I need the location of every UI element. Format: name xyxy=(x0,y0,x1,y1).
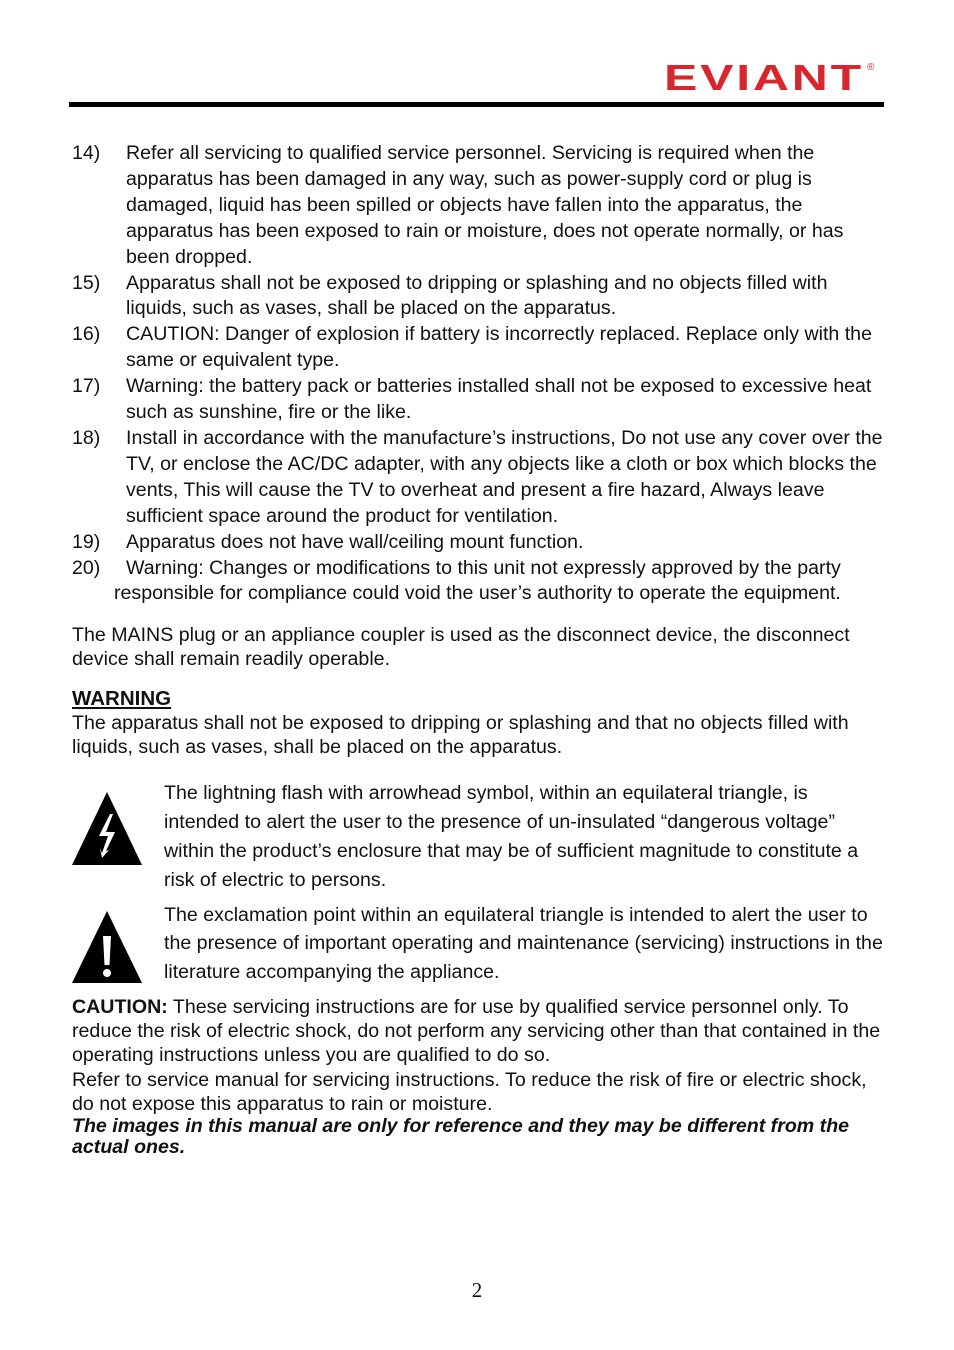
brand-name: EVIANT xyxy=(664,60,864,96)
exclamation-triangle-icon xyxy=(72,911,142,983)
item-text: Apparatus shall not be exposed to dripping or splashing and no objects filled with liquids, such as vases, shall be placed on the apparatus. xyxy=(126,271,828,320)
item-text: Warning: the battery pack or batteries installed shall not be exposed to excessive heat such as sunshine, fire or the like. xyxy=(126,375,872,424)
registered-mark: ® xyxy=(867,62,875,73)
item-number: 15) xyxy=(72,271,101,294)
caution-block xyxy=(72,995,884,1116)
item-text: Refer all servicing to qualified service personnel. Servicing is required when the apparatus has been damaged in any way, such as power-supply cord or plug is damaged, liquid has been spilled or objects have fallen into the apparatus, the apparatus has been exposed to rain or moisture, does not operate normally, or has been dropped. xyxy=(126,142,844,268)
item-number: 20) xyxy=(72,556,101,579)
item-text-line2: responsible for compliance could void the user’s authority to operate the equipment. xyxy=(114,582,841,605)
item-number: 14) xyxy=(72,142,101,164)
header-rule xyxy=(69,102,884,107)
item-text: CAUTION: Danger of explosion if battery is incorrectly replaced. Replace only with the same or equivalent type. xyxy=(126,323,872,372)
item-number: 16) xyxy=(72,323,101,346)
list-item xyxy=(72,141,884,271)
item-number: 19) xyxy=(72,530,101,553)
page-content xyxy=(72,141,884,1159)
list-item xyxy=(72,271,884,323)
list-item xyxy=(72,556,884,608)
list-item xyxy=(72,322,884,374)
exclamation-symbol-row xyxy=(72,901,884,987)
lightning-symbol-row xyxy=(72,779,884,894)
lightning-symbol-text: The lightning flash with arrowhead symbol, within an equilateral triangle, is intended to alert the user to the presence of un-insulated “dangerous voltage” within the product’s enclosure that may be of sufficient magnitude to constitute a risk of electric to persons. xyxy=(164,782,859,891)
item-text: Install in accordance with the manufacture’s instructions, Do not use any cover over the TV, or enclose the AC/DC adapter, with any objects like a cloth or box which blocks the vents, This will cause the TV to overheat and present a fire hazard, Always leave sufficient space around the product for ventilation. xyxy=(126,426,883,527)
item-text-line1: Warning: Changes or modifications to this unit not expressly approved by the party xyxy=(126,556,841,579)
item-text: Apparatus does not have wall/ceiling mount function. xyxy=(126,530,584,553)
caution-refer-text: Refer to service manual for servicing instructions. To reduce the risk of fire or electric shock, do not expose this apparatus to rain or moisture. xyxy=(72,1068,867,1115)
images-note: The images in this manual are only for reference and they may be different from the actual ones. xyxy=(72,1114,850,1159)
eviant-logo-icon xyxy=(664,60,878,96)
list-item xyxy=(72,530,884,556)
item-number: 17) xyxy=(72,375,101,398)
lightning-triangle-icon xyxy=(72,792,142,865)
safety-list xyxy=(72,141,884,607)
list-item xyxy=(72,374,884,426)
page-number: 2 xyxy=(471,1278,483,1302)
mains-paragraph: The MAINS plug or an appliance coupler is used as the disconnect device, the disconnect device shall remain readily operable. xyxy=(72,624,850,671)
list-item xyxy=(72,426,884,530)
caution-text: These servicing instructions are for use by qualified service personnel only. To reduce the risk of electric shock, do not perform any servicing other than that contained in the operating instructions unless you are qualified to do so. xyxy=(72,995,881,1067)
warning-text: The apparatus shall not be exposed to dripping or splashing and that no objects filled with liquids, such as vases, shall be placed on the apparatus. xyxy=(72,712,849,759)
caution-label: CAUTION: xyxy=(72,995,168,1018)
brand-logo xyxy=(664,60,878,96)
warning-heading: WARNING xyxy=(72,687,172,711)
item-number: 18) xyxy=(72,426,101,449)
exclamation-symbol-text: The exclamation point within an equilateral triangle is intended to alert the user to the presence of important operating and maintenance (servicing) instructions in the literature accompanying the appliance. xyxy=(164,903,883,984)
